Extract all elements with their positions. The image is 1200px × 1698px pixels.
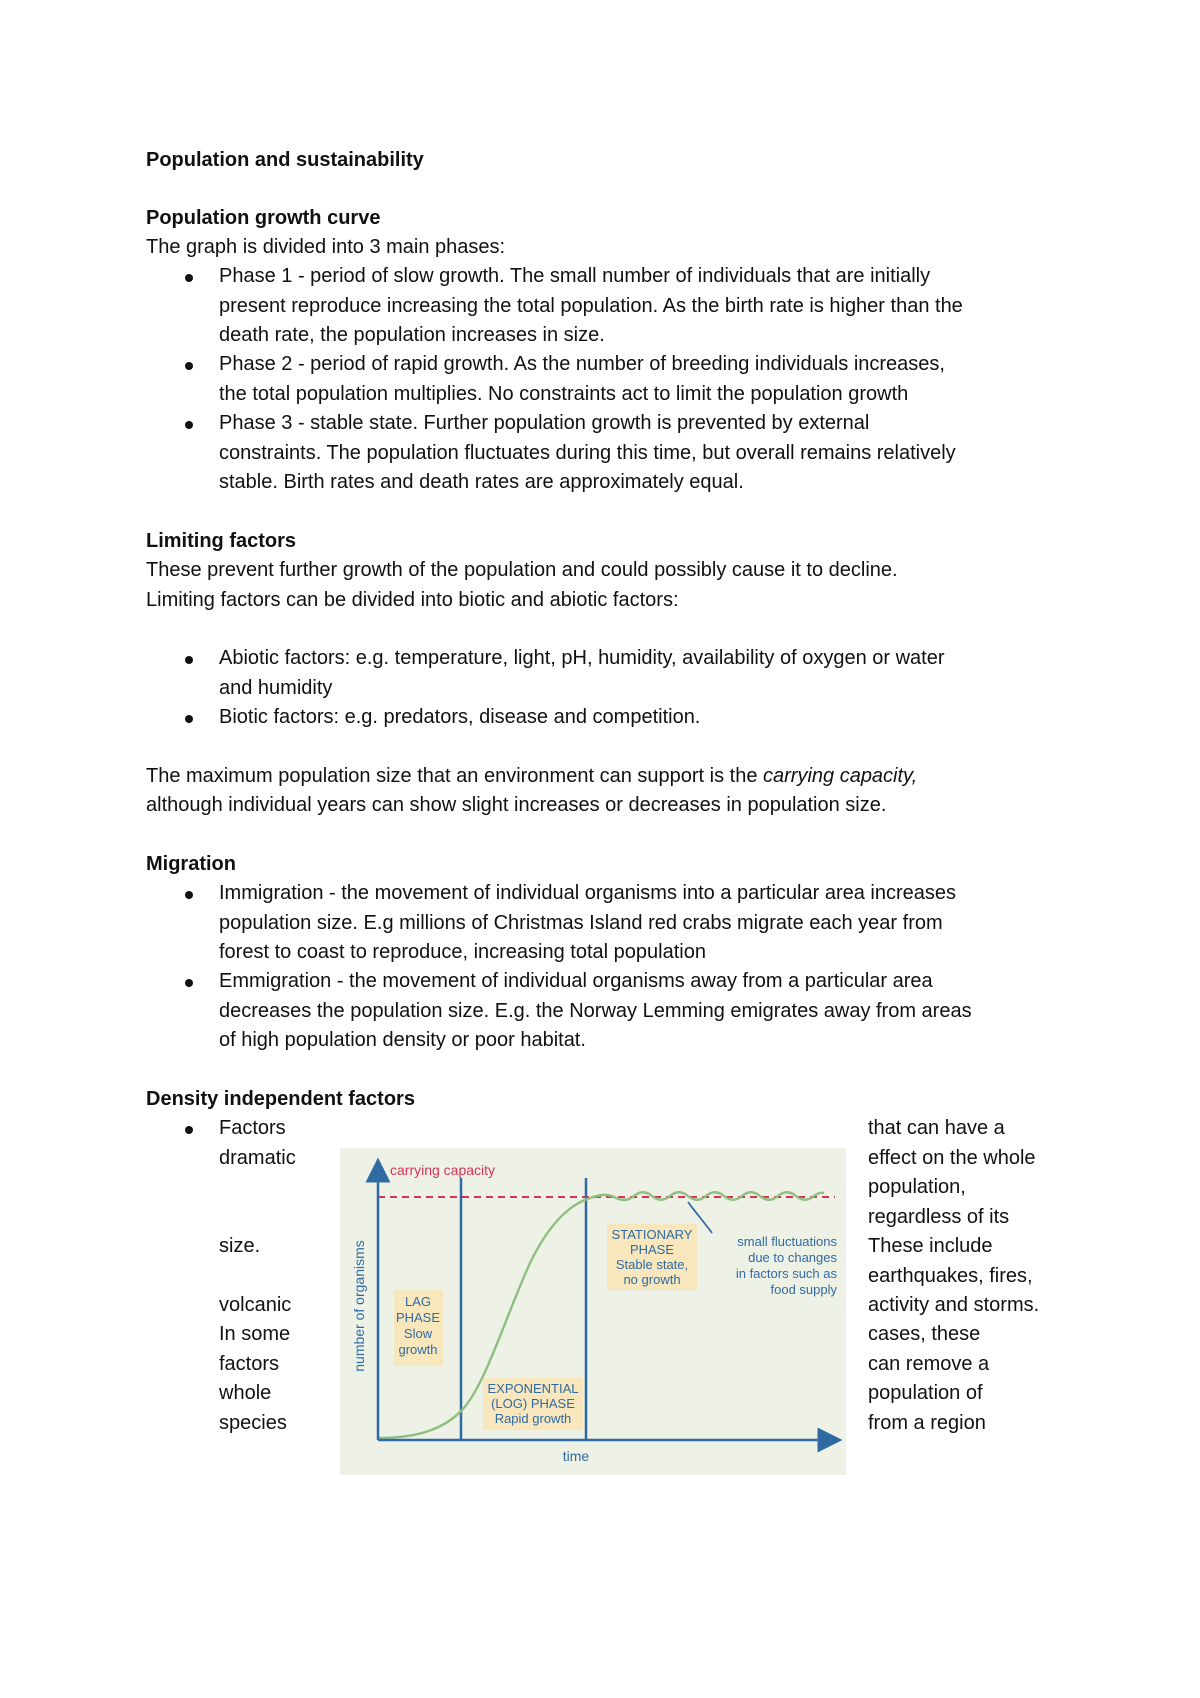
emmigration-line1: Emmigration - the movement of individual organisms away from a particular area xyxy=(219,970,933,992)
limiting-heading: Limiting factors xyxy=(146,530,297,552)
bullet-icon xyxy=(185,891,193,899)
bullet-icon xyxy=(185,421,193,429)
immigration-line2: population size. E.g millions of Christmas Island red crabs migrate each year from xyxy=(219,912,943,934)
density-right-text: activity and storms. xyxy=(868,1294,1040,1316)
density-right-text: earthquakes, fires, xyxy=(868,1265,1033,1287)
growth-curve-heading: Population growth curve xyxy=(146,207,381,229)
exponential-label: EXPONENTIAL xyxy=(487,1381,579,1396)
density-right-text: population of xyxy=(868,1382,983,1404)
density-left-text: species xyxy=(219,1412,287,1434)
density-left-text: volcanic xyxy=(219,1294,292,1316)
phase2-line1: Phase 2 - period of rapid growth. As the number of breeding individuals increases, xyxy=(219,353,945,375)
phase3-line3: stable. Birth rates and death rates are approximately equal. xyxy=(219,471,744,493)
density-left-text: factors xyxy=(219,1353,280,1375)
document-title: Population and sustainability xyxy=(146,149,424,171)
growth-curve-line xyxy=(378,1192,824,1438)
y-axis-label: number of organisms xyxy=(351,1240,367,1372)
limiting-para-line1: These prevent further growth of the population and could possibly cause it to decline. xyxy=(146,559,898,581)
phase1-line2: present reproduce increasing the total population. As the birth rate is higher than the xyxy=(219,295,963,317)
lag-label: PHASE xyxy=(395,1310,441,1325)
stationary-label: PHASE xyxy=(629,1242,675,1257)
phase1-line3: death rate, the population increases in size. xyxy=(219,324,605,346)
bullet-icon xyxy=(185,979,193,987)
lag-label: growth xyxy=(398,1342,438,1357)
phase3-line2: constraints. The population fluctuates during this time, but overall remains relatively xyxy=(219,442,956,464)
lag-label: LAG xyxy=(404,1294,432,1309)
fluctuation-note: in factors such as xyxy=(735,1266,837,1281)
exponential-label: (LOG) PHASE xyxy=(491,1396,575,1411)
carrying-capacity-line2: although individual years can show slight increases or decreases in population size. xyxy=(146,794,887,816)
density-right-text: that can have a xyxy=(868,1117,1005,1139)
phase2-line2: the total population multiplies. No constraints act to limit the population growth xyxy=(219,383,909,405)
stationary-label: Stable state, xyxy=(615,1257,689,1272)
x-axis-label: time xyxy=(562,1448,590,1464)
bullet-icon xyxy=(185,1126,193,1134)
immigration-line1: Immigration - the movement of individual organisms into a particular area increases xyxy=(219,882,957,904)
phase1-line1: Phase 1 - period of slow growth. The small number of individuals that are initially xyxy=(219,265,931,287)
emmigration-line2: decreases the population size. E.g. the Norway Lemming emigrates away from areas xyxy=(219,1000,972,1022)
density-left-text: whole xyxy=(219,1382,272,1404)
fluctuation-note: small fluctuations xyxy=(737,1234,837,1249)
bullet-icon xyxy=(185,715,193,723)
abiotic-line1: Abiotic factors: e.g. temperature, light, pH, humidity, availability of oxygen or water xyxy=(219,647,945,669)
lag-label: Slow xyxy=(403,1326,433,1341)
carrying-capacity-label: carrying capacity xyxy=(390,1162,496,1178)
density-left-text: dramatic xyxy=(219,1147,296,1169)
growth-curve-intro: The graph is divided into 3 main phases: xyxy=(146,236,506,258)
carrying-capacity-term: carrying capacity, xyxy=(763,765,918,787)
density-right-text: effect on the whole xyxy=(868,1147,1036,1169)
growth-curve-diagram xyxy=(340,1148,846,1475)
density-heading: Density independent factors xyxy=(146,1088,415,1110)
density-right-text: These include xyxy=(868,1235,993,1257)
density-left-text: Factors xyxy=(219,1117,286,1139)
biotic-line: Biotic factors: e.g. predators, disease and competition. xyxy=(219,706,701,728)
density-right-text: population, xyxy=(868,1176,966,1198)
carrying-text-before: The maximum population size that an environment can support is the xyxy=(146,765,763,787)
limiting-para-line2: Limiting factors can be divided into biotic and abiotic factors: xyxy=(146,589,679,611)
density-right-text: cases, these xyxy=(868,1323,981,1345)
exponential-label: Rapid growth xyxy=(494,1411,572,1426)
density-right-text: can remove a xyxy=(868,1353,990,1375)
carrying-capacity-line1 xyxy=(146,764,917,788)
stationary-label: no growth xyxy=(623,1272,681,1287)
stationary-label: STATIONARY xyxy=(611,1227,693,1242)
density-left-text: In some xyxy=(219,1323,291,1345)
density-right-text: regardless of its xyxy=(868,1206,1010,1228)
density-right-text: from a region xyxy=(868,1412,986,1434)
phase3-line1: Phase 3 - stable state. Further population growth is prevented by external xyxy=(219,412,870,434)
abiotic-line2: and humidity xyxy=(219,677,333,699)
emmigration-line3: of high population density or poor habitat. xyxy=(219,1029,586,1051)
bullet-icon xyxy=(185,656,193,664)
immigration-line3: forest to coast to reproduce, increasing total population xyxy=(219,941,706,963)
migration-heading: Migration xyxy=(146,853,236,875)
bullet-icon xyxy=(185,274,193,282)
density-left-text: size. xyxy=(219,1235,261,1257)
fluctuation-note: food supply xyxy=(770,1282,837,1297)
bullet-icon xyxy=(185,362,193,370)
fluctuation-note: due to changes xyxy=(748,1250,837,1265)
